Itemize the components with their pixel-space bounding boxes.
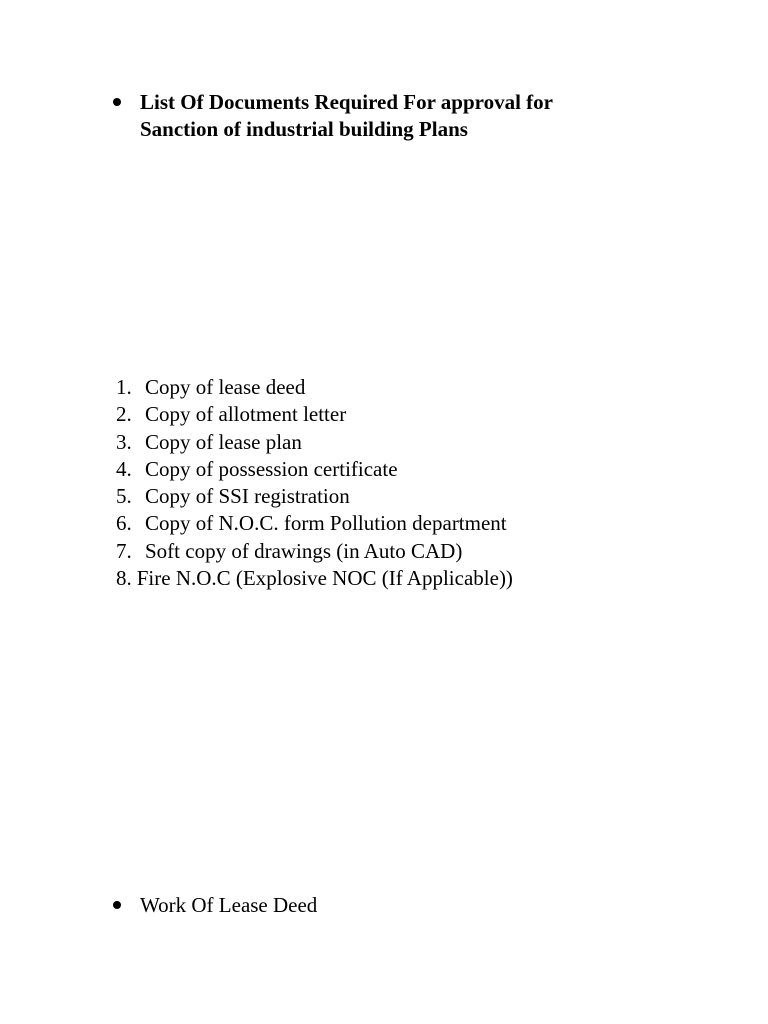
list-item-number: 4. <box>116 456 132 481</box>
list-item <box>116 374 513 401</box>
list-item-text: Copy of SSI registration <box>145 484 350 509</box>
heading-line-2: Sanction of industrial building Plans <box>140 117 468 141</box>
list-item-number: 1. <box>116 375 132 399</box>
list-item-text: Copy of lease plan <box>145 429 302 454</box>
heading-line-1: List Of Documents Required For approval for <box>140 90 553 114</box>
list-item-number: 6. <box>116 511 132 536</box>
list-item-text: Copy of possession certificate <box>145 456 398 481</box>
list-item-number: 5. <box>116 484 132 509</box>
list-item-number: 3. <box>116 429 132 454</box>
list-item-number: 2. <box>116 402 132 427</box>
list-item <box>116 456 513 483</box>
bullet-dot-icon <box>113 901 121 909</box>
list-item-text: Copy of lease deed <box>145 375 306 399</box>
list-item <box>116 483 513 510</box>
list-item-text: Fire N.O.C (Explosive NOC (If Applicable)) <box>136 566 513 591</box>
list-item <box>116 429 513 456</box>
list-item <box>116 510 513 537</box>
footer-bullet-text: Work Of Lease Deed <box>140 893 318 917</box>
footer-bullet <box>113 892 620 919</box>
list-item <box>116 565 513 592</box>
list-item-number: 8. <box>116 566 132 591</box>
list-item-number: 7. <box>116 538 132 563</box>
documents-list <box>116 374 513 592</box>
heading-title <box>140 89 620 143</box>
list-item <box>116 401 513 428</box>
bullet-dot-icon <box>113 98 121 106</box>
list-item <box>116 538 513 565</box>
list-item-text: Soft copy of drawings (in Auto CAD) <box>145 538 463 563</box>
list-item-text: Copy of N.O.C. form Pollution department <box>145 511 507 536</box>
heading-bullet <box>113 89 620 143</box>
list-item-text: Copy of allotment letter <box>145 402 347 427</box>
